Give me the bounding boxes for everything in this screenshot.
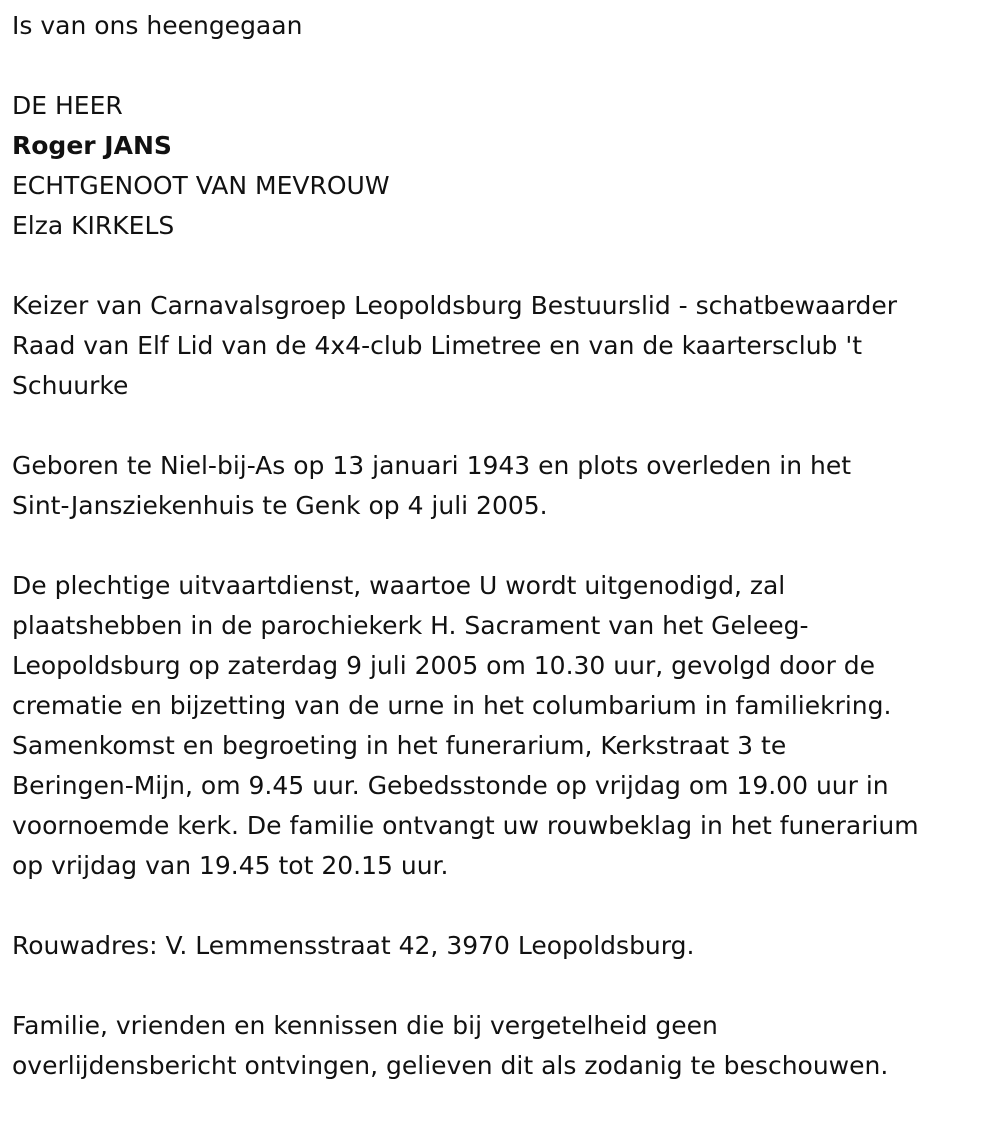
spacer [12,886,988,926]
roles-paragraph [12,286,988,406]
roles-line: Schuurke [12,371,129,400]
intro-text: Is van ons heengegaan [12,11,303,40]
spacer [12,246,988,286]
honorific: DE HEER [12,91,123,120]
funeral-line: Samenkomst en begroeting in het funerarium, Kerkstraat 3 te [12,731,787,760]
funeral-line: Beringen-Mijn, om 9.45 uur. Gebedsstonde op vrijdag om 19.00 uur in [12,771,889,800]
spouse-label: ECHTGENOOT VAN MEVROUW [12,171,390,200]
closing-line: Familie, vrienden en kennissen die bij vergetelheid geen [12,1011,718,1040]
closing-paragraph [12,1006,988,1086]
funeral-line: Leopoldsburg op zaterdag 9 juli 2005 om 10.30 uur, gevolgd door de [12,651,876,680]
spacer [12,966,988,1006]
funeral-line: plaatshebben in de parochiekerk H. Sacrament van het Geleeg- [12,611,809,640]
funeral-line: voornoemde kerk. De familie ontvangt uw rouwbeklag in het funerarium [12,811,919,840]
closing-line: overlijdensbericht ontvingen, gelieven dit als zodanig te beschouwen. [12,1051,889,1080]
spacer [12,46,988,86]
funeral-paragraph [12,566,988,886]
birth-death-paragraph [12,446,988,526]
funeral-line: De plechtige uitvaartdienst, waartoe U wordt uitgenodigd, zal [12,571,786,600]
spacer [12,406,988,446]
mourning-address: Rouwadres: V. Lemmensstraat 42, 3970 Leopoldsburg. [12,931,695,960]
roles-line: Keizer van Carnavalsgroep Leopoldsburg Bestuurslid - schatbewaarder [12,291,898,320]
funeral-line: op vrijdag van 19.45 tot 20.15 uur. [12,851,449,880]
spacer [12,526,988,566]
roles-line: Raad van Elf Lid van de 4x4-club Limetree en van de kaartersclub 't [12,331,863,360]
birth-death-line: Geboren te Niel-bij-As op 13 januari 1943 en plots overleden in het [12,451,852,480]
deceased-name: Roger JANS [12,131,172,160]
birth-death-line: Sint-Jansziekenhuis te Genk op 4 juli 2005. [12,491,548,520]
spouse-name: Elza KIRKELS [12,211,175,240]
funeral-line: crematie en bijzetting van de urne in het columbarium in familiekring. [12,691,892,720]
